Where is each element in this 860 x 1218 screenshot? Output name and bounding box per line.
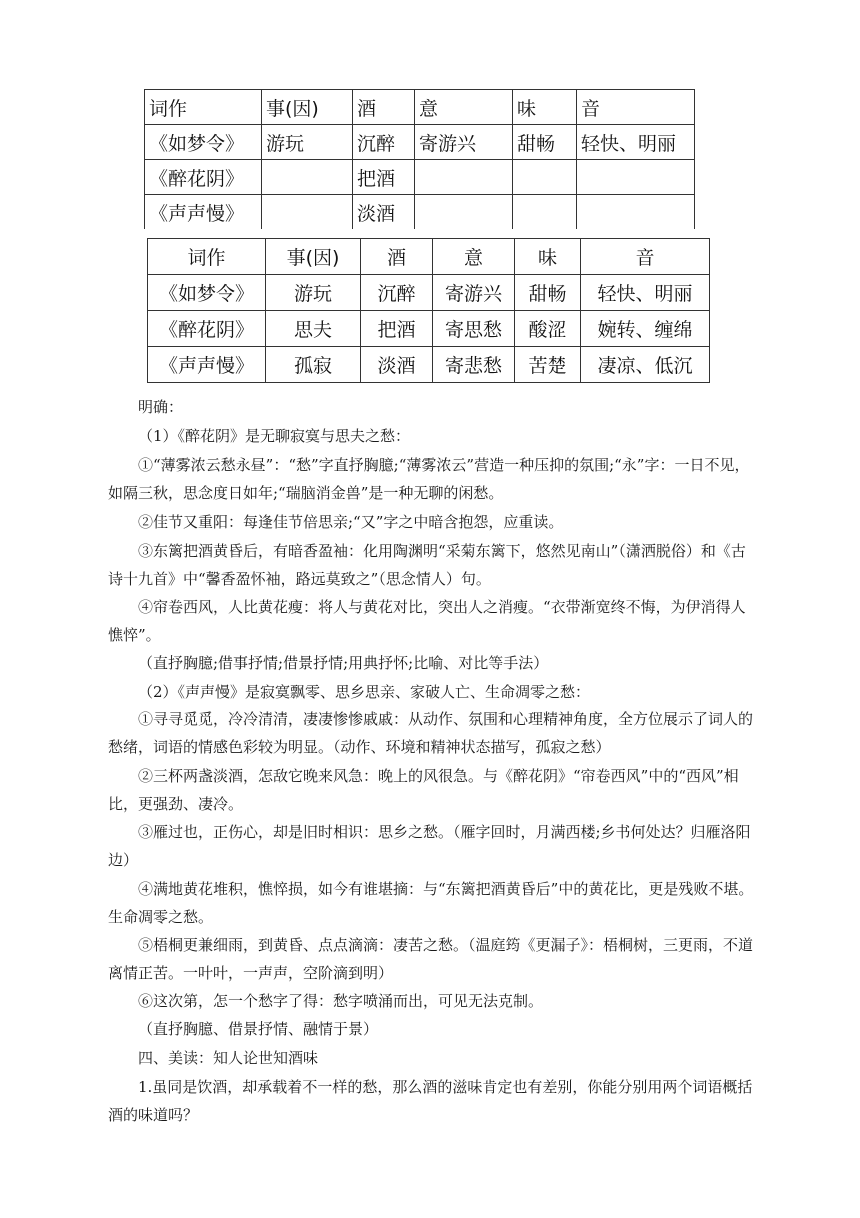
table-cell: 淡酒 [361, 347, 433, 383]
table-cell: 苦楚 [515, 347, 581, 383]
table-row [145, 160, 695, 195]
table-cell [577, 160, 695, 195]
table-cell: 游玩 [262, 125, 353, 160]
table-header-cell: 味 [515, 239, 581, 275]
section-heading-four: 四、美读：知人论世知酒味 [138, 1049, 319, 1067]
table-cell [262, 160, 353, 195]
table-cell: 甜畅 [515, 275, 581, 311]
table-cell [513, 195, 577, 230]
paragraph: （直抒胸臆;借事抒情;借景抒情;用典抒怀;比喻、对比等手法） [138, 654, 549, 672]
table-cell [415, 195, 513, 230]
table-incomplete [144, 89, 695, 229]
table-cell: 《声声慢》 [145, 195, 262, 230]
table-cell: 寄思愁 [433, 311, 515, 347]
table-header-cell: 酒 [361, 239, 433, 275]
table-header-cell: 音 [581, 239, 710, 275]
table-cell: 凄凉、低沉 [581, 347, 710, 383]
paragraph: （直抒胸臆、借景抒情、融情于景） [138, 1020, 379, 1038]
table-cell: 寄悲愁 [433, 347, 515, 383]
table-header-row [148, 239, 710, 275]
table-cell: 孤寂 [266, 347, 361, 383]
table-header-cell: 酒 [353, 90, 415, 125]
table-header-cell: 事(因) [266, 239, 361, 275]
table-row [148, 311, 710, 347]
paragraph: ⑥这次第，怎一个愁字了得：愁字喷涌而出，可见无法克制。 [138, 992, 544, 1010]
paragraph: ④满地黄花堆积，憔悴损，如今有谁堪摘：与“东篱把酒黄昏后”中的黄花比，更是残败不堪。生命凋零之愁。 [108, 880, 754, 926]
table-cell: 甜畅 [513, 125, 577, 160]
paragraph: ①“薄雾浓云愁永昼”：“愁”字直抒胸臆;“薄雾浓云”营造一种压抑的氛围;“永”字：一日不见，如隔三秋，思念度日如年;“瑞脑消金兽”是一种无聊的闲愁。 [108, 456, 750, 502]
table-cell: 轻快、明丽 [577, 125, 695, 160]
table-cell: 轻快、明丽 [581, 275, 710, 311]
table-complete [147, 238, 710, 383]
paragraph: ②佳节又重阳：每逢佳节倍思亲;“又”字之中暗含抱怨，应重读。 [138, 513, 564, 531]
paragraph: ②三杯两盏淡酒，怎敌它晚来风急：晚上的风很急。与《醉花阴》“帘卷西风”中的“西风”相比，更强劲、凄冷。 [108, 767, 739, 813]
answer-label: 明确： [138, 398, 184, 416]
table-cell: 《醉花阴》 [148, 311, 266, 347]
table-header-cell: 意 [433, 239, 515, 275]
table-cell: 沉醉 [361, 275, 433, 311]
paragraph: ④帘卷西风，人比黄花瘦：将人与黄花对比，突出人之消瘦。“衣带渐宽终不悔，为伊消得人憔悴”。 [108, 598, 746, 644]
table-cell: 婉转、缠绵 [581, 311, 710, 347]
table-cell: 酸涩 [515, 311, 581, 347]
table-cell: 把酒 [361, 311, 433, 347]
table-header-cell: 词作 [148, 239, 266, 275]
table-cell [513, 160, 577, 195]
table-cell: 寄游兴 [433, 275, 515, 311]
table-header-cell: 味 [513, 90, 577, 125]
table-cell: 《声声慢》 [148, 347, 266, 383]
table-row [148, 347, 710, 383]
question-paragraph: 1.虽同是饮酒，却承载着不一样的愁，那么酒的滋味肯定也有差别，你能分别用两个词语概括酒的味道吗？ [108, 1078, 753, 1124]
paragraph: ⑤梧桐更兼细雨，到黄昏、点点滴滴：凄苦之愁。（温庭筠《更漏子》：梧桐树，三更雨，不道离情正苦。一叶叶，一声声，空阶滴到明） [108, 936, 754, 982]
paragraph: ③雁过也，正伤心，却是旧时相识：思乡之愁。（雁字回时，月满西楼;乡书何处达？归雁洛阳边） [108, 823, 751, 869]
table-cell: 《醉花阴》 [145, 160, 262, 195]
table-cell: 沉醉 [353, 125, 415, 160]
table-row [145, 125, 695, 160]
table-header-cell: 意 [415, 90, 513, 125]
table-cell [415, 160, 513, 195]
table-cell: 寄游兴 [415, 125, 513, 160]
table-cell: 游玩 [266, 275, 361, 311]
table-cell: 《如梦令》 [148, 275, 266, 311]
table-header-cell: 事(因) [262, 90, 353, 125]
section-heading-shengshengman: （2）《声声慢》是寂寞飘零、思乡思亲、家破人亡、生命凋零之愁： [138, 683, 591, 701]
table-header-cell: 词作 [145, 90, 262, 125]
paragraph: ③东篱把酒黄昏后，有暗香盈袖：化用陶渊明“采菊东篱下，悠然见南山”（潇洒脱俗）和《古诗十九首》中“馨香盈怀袖，路远莫致之”（思念情人）句。 [108, 542, 746, 588]
table-cell: 《如梦令》 [145, 125, 262, 160]
table-cell [577, 195, 695, 230]
table-cell: 把酒 [353, 160, 415, 195]
table-row [148, 275, 710, 311]
table-row [145, 195, 695, 230]
table-header-cell: 音 [577, 90, 695, 125]
table-header-row [145, 90, 695, 125]
table-cell [262, 195, 353, 230]
section-heading-zuihuayin: （1）《醉花阴》是无聊寂寞与思夫之愁： [138, 427, 411, 445]
table-cell: 淡酒 [353, 195, 415, 230]
table-cell: 思夫 [266, 311, 361, 347]
paragraph: ①寻寻觅觅，冷冷清清，凄凄惨惨戚戚：从动作、氛围和心理精神角度，全方位展示了词人的愁绪，词语的情感色彩较为明显。（动作、环境和精神状态描写，孤寂之愁） [108, 710, 754, 756]
